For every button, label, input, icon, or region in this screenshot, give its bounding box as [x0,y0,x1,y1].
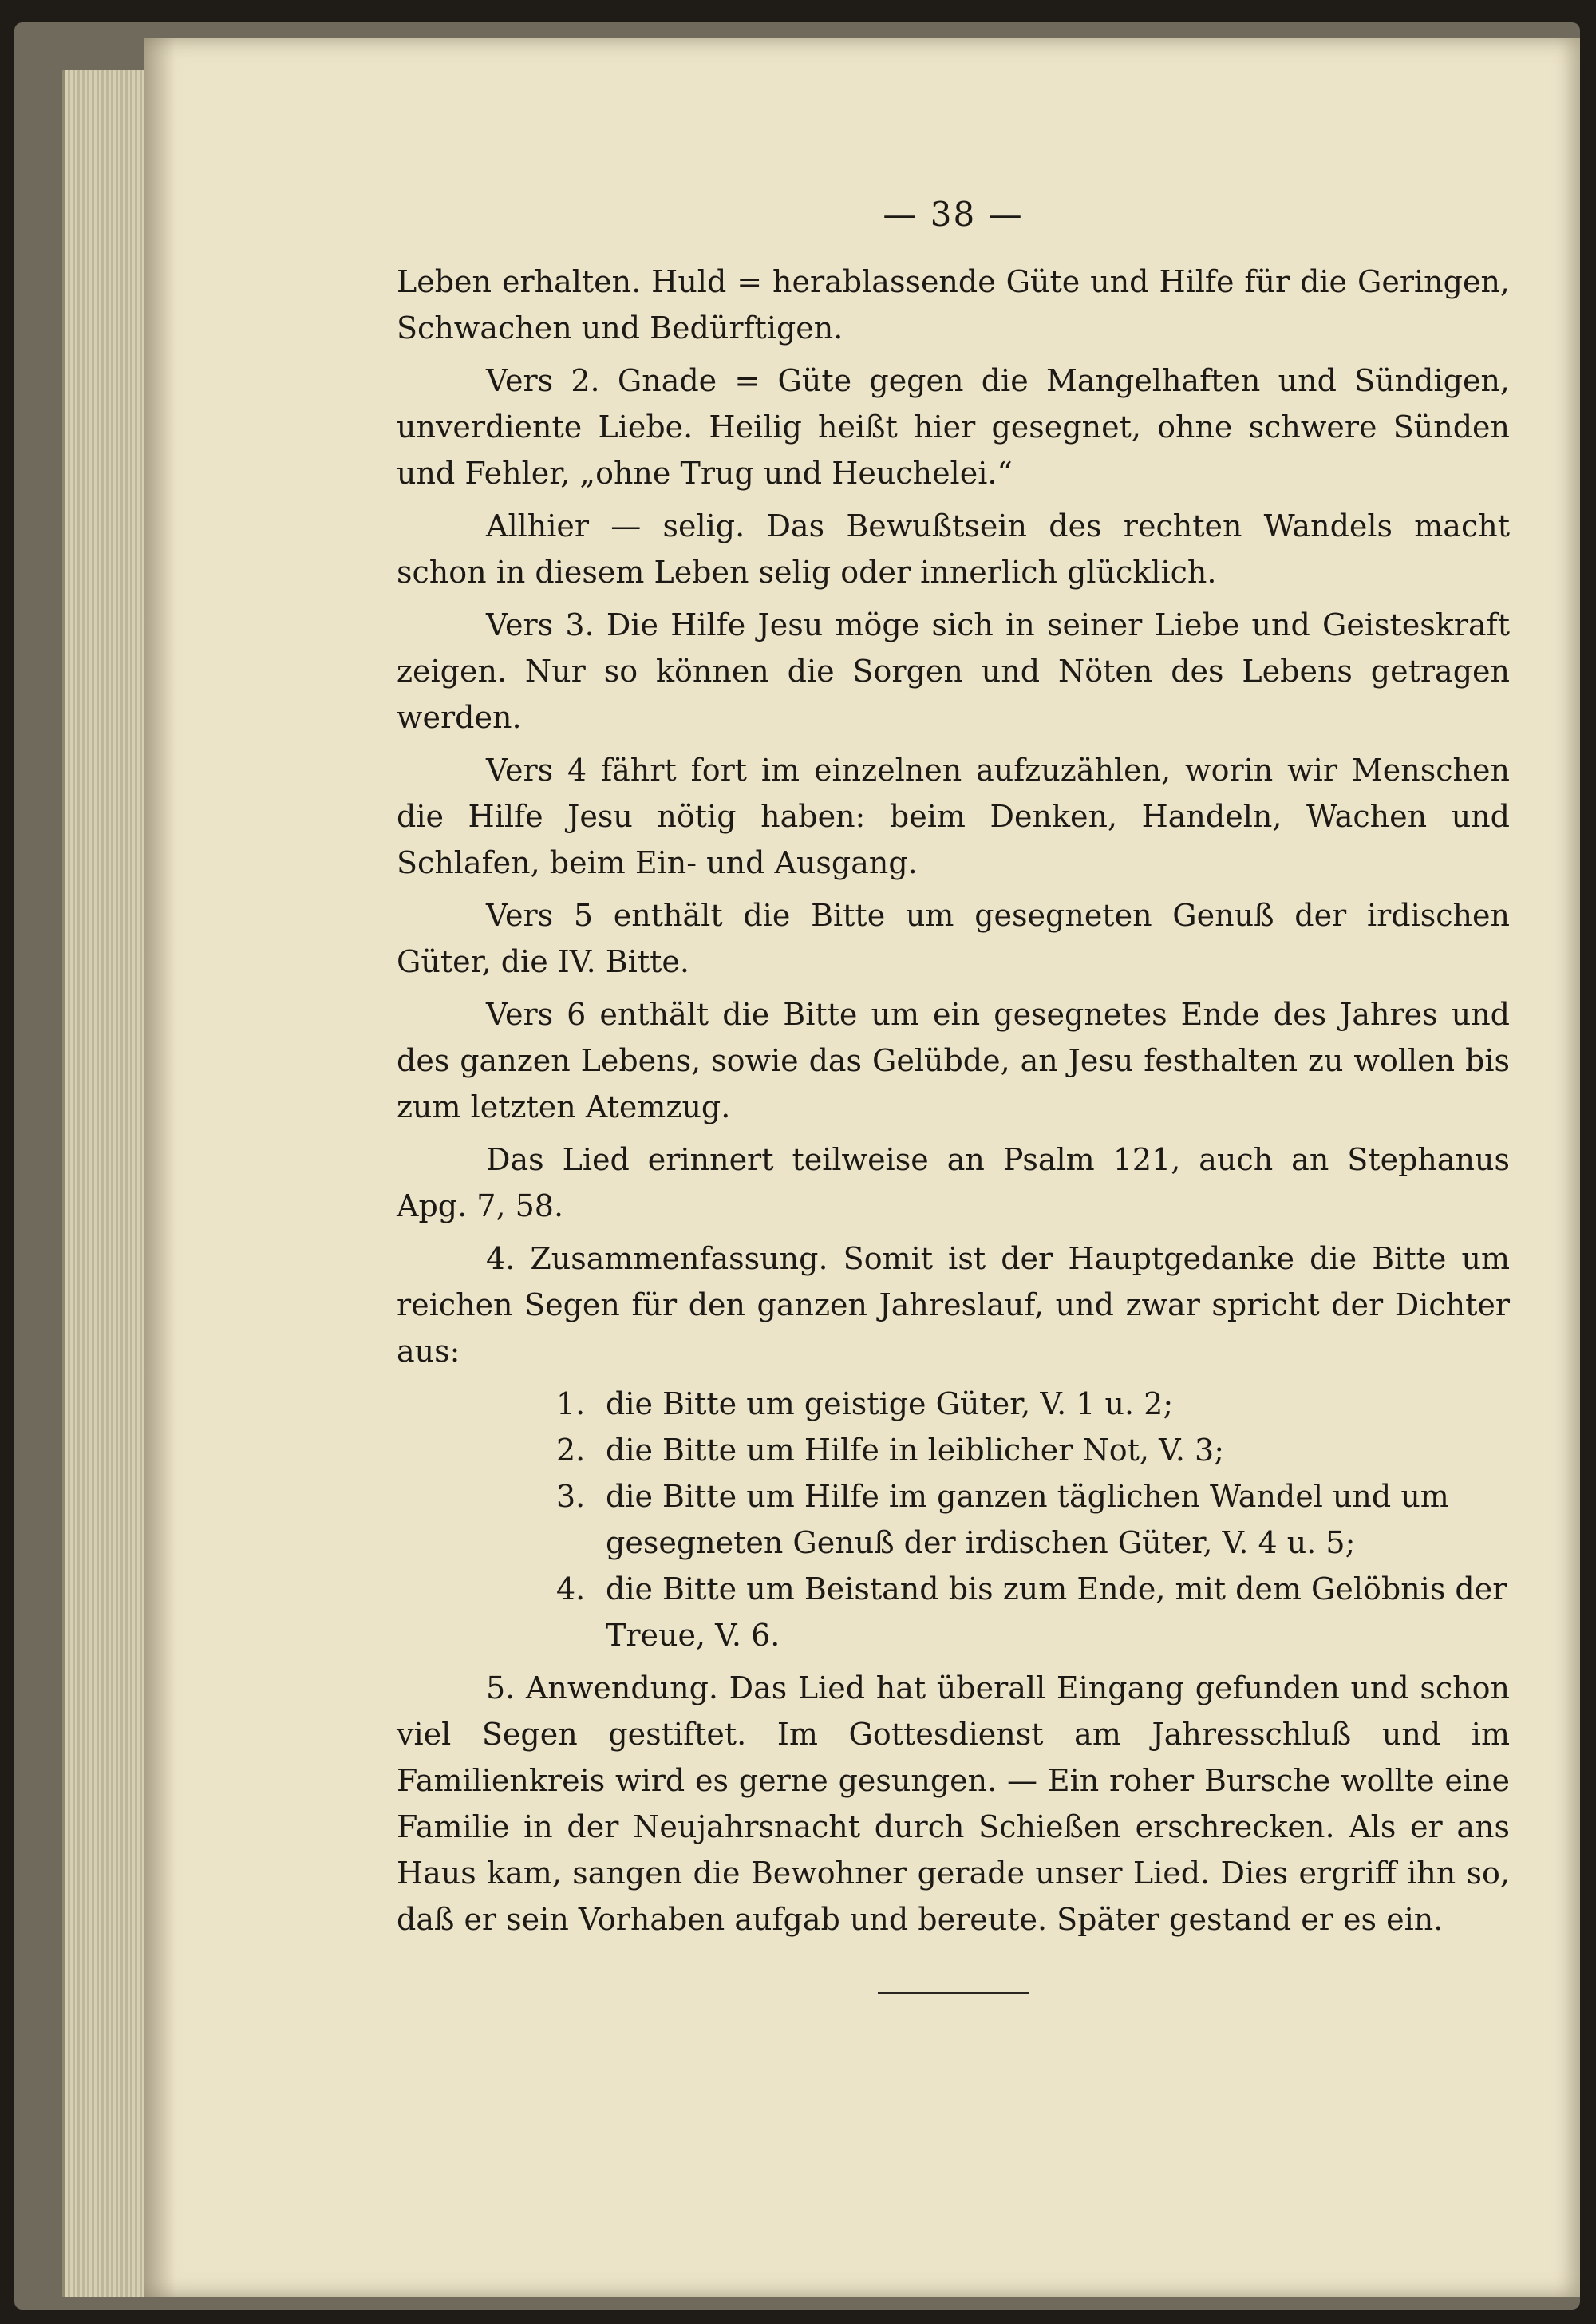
list-item-number: 1. [556,1386,586,1421]
list-item-number: 3. [556,1479,586,1514]
paragraph-summary: 4. Zusammenfassung. Somit ist der Hauptgedanke die Bitte um reichen Segen für den ganzen Jahreslauf, und zwar spricht der Dichter aus: [397,1241,1510,1369]
section-end-rule [878,1992,1029,1994]
list-item [397,1381,1510,1427]
list-item [397,1473,1510,1566]
spine-shadow [144,38,176,2297]
list-item-text: die Bitte um Hilfe im ganzen täglichen Wandel und um gesegneten Genuß der irdischen Güter, V. 4 u. 5; [606,1479,1449,1560]
summary-list [397,1381,1510,1658]
list-item-number: 2. [556,1433,586,1468]
paragraph-8: Das Lied erinnert teilweise an Psalm 121, auch an Stephanus Apg. 7, 58. [397,1142,1510,1223]
list-item [397,1427,1510,1473]
paragraph-application: 5. Anwendung. Das Lied hat überall Eingang gefunden und schon viel Segen gestiftet. Im Gottesdienst am Jahresschluß und im Familienkreis wird es gerne gesungen. — Ein roher Bursche wollte eine Familie in der Neujahrsnacht durch Schießen erschrecken. Als er ans Haus kam, sangen die Bewohner gerade unser Lied. Dies ergriff ihn so, daß er sein Vorhaben aufgab und bereute. Später gestand er es ein. [397,1670,1510,1937]
paragraph-3: Allhier — selig. Das Bewußtsein des rechten Wandels macht schon in diesem Leben selig oder innerlich glücklich. [397,508,1510,590]
paragraph-1: Leben erhalten. Huld = herablassende Güte und Hilfe für die Geringen, Schwachen und Bedürftigen. [397,264,1510,346]
list-item [397,1566,1510,1658]
paragraph-4: Vers 3. Die Hilfe Jesu möge sich in seiner Liebe und Geisteskraft zeigen. Nur so können die Sorgen und Nöten des Lebens getragen werden. [397,607,1510,735]
list-item-text: die Bitte um Hilfe in leiblicher Not, V. 3; [606,1433,1225,1468]
paragraph-7: Vers 6 enthält die Bitte um ein gesegnetes Ende des Jahres und des ganzen Lebens, sowie das Gelübde, an Jesu festhalten zu wollen bis zum letzten Atemzug. [397,997,1510,1124]
list-item-number: 4. [556,1571,586,1607]
paragraph-6: Vers 5 enthält die Bitte um gesegneten Genuß der irdischen Güter, die IV. Bitte. [397,898,1510,979]
list-item-text: die Bitte um Beistand bis zum Ende, mit dem Gelöbnis der Treue, V. 6. [606,1571,1507,1653]
paragraph-5: Vers 4 fährt fort im einzelnen aufzuzählen, worin wir Menschen die Hilfe Jesu nötig haben: beim Denken, Handeln, Wachen und Schlafen, beim Ein- und Ausgang. [397,753,1510,880]
list-item-text: die Bitte um geistige Güter, V. 1 u. 2; [606,1386,1174,1421]
page-number: — 38 — [883,195,1024,234]
page-text [397,192,1510,1994]
paragraph-2: Vers 2. Gnade = Güte gegen die Mangelhaften und Sündigen, unverdiente Liebe. Heilig heißt hier gesegnet, ohne schwere Sünden und Fehler, „ohne Trug und Heuchelei.“ [397,363,1510,491]
